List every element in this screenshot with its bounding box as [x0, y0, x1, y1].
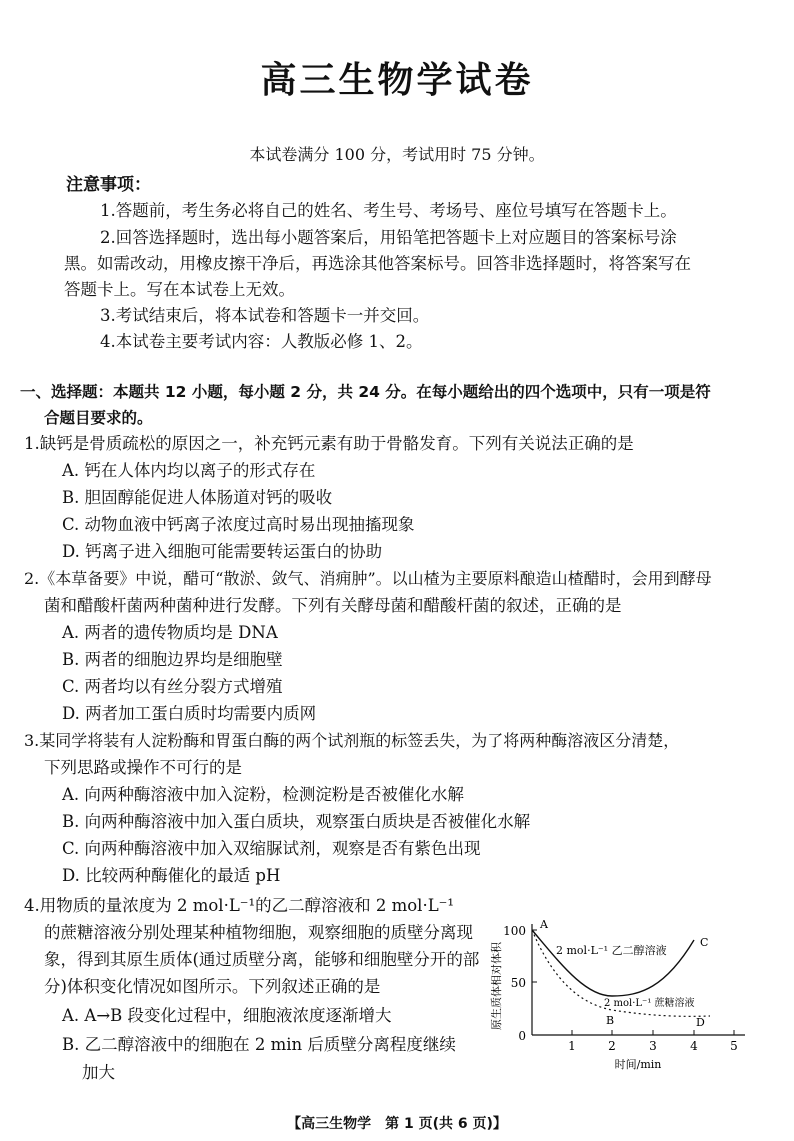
- q1-option-a: A. 钙在人体内均以离子的形式存在: [62, 461, 316, 480]
- q2-option-c: C. 两者均以有丝分裂方式增殖: [62, 677, 283, 696]
- q2-stem-line-1: 2.《本草备要》中说，醋可“散淤、敛气、消痈肿”。以山楂为主要原料酿造山楂醋时，会用到酵母: [24, 569, 712, 588]
- notes-line-3: 黑。如需改动，用橡皮擦干净后，再选涂其他答案标号。回答非选择题时，将答案写在: [64, 254, 691, 273]
- notes-heading: 注意事项：: [66, 175, 151, 195]
- point-c-label: C: [700, 936, 709, 949]
- q1-option-d: D. 钙离子进入细胞可能需要转运蛋白的协助: [62, 542, 383, 561]
- notes-line-4: 答题卡上。写在本试卷上无效。: [64, 280, 295, 299]
- q3-stem-line-2: 下列思路或操作不可行的是: [44, 758, 242, 777]
- ethylene-glycol-curve: [532, 930, 694, 996]
- q4-stem-line-4: 分)体积变化情况如图所示。下列叙述正确的是: [44, 977, 381, 996]
- notes-line-5: 3.考试结束后，将本试卷和答题卡一并交回。: [100, 306, 430, 325]
- q3-stem-line-1: 3.某同学将装有人淀粉酶和胃蛋白酶的两个试剂瓶的标签丢失，为了将两种酶溶液区分清楚，: [24, 731, 680, 750]
- q4-stem-line-1: 4.用物质的量浓度为 2 mol·L⁻¹的乙二醇溶液和 2 mol·L⁻¹: [24, 896, 454, 915]
- q1-option-c: C. 动物血液中钙离子浓度过高时易出现抽搐现象: [62, 515, 415, 534]
- q1-option-b: B. 胆固醇能促进人体肠道对钙的吸收: [62, 488, 333, 507]
- point-d-label: D: [696, 1016, 705, 1029]
- figure-ytick-50: 50: [510, 976, 526, 990]
- figure-xtick-1: 1: [568, 1039, 576, 1053]
- q3-option-d: D. 比较两种酶催化的最适 pH: [62, 866, 281, 885]
- q2-option-a: A. 两者的遗传物质均是 DNA: [62, 623, 278, 642]
- exam-title: 高三生物学试卷: [260, 60, 534, 101]
- point-a-label: A: [540, 918, 548, 931]
- section-heading-line-2: 合题目要求的。: [44, 409, 153, 427]
- sucrose-label: 2 mol·L⁻¹ 蔗糖溶液: [604, 998, 695, 1009]
- figure-xtick-4: 4: [690, 1039, 698, 1053]
- figure-xtick-3: 3: [649, 1039, 657, 1053]
- q4-stem-line-3: 象，得到其原生质体(通过质壁分离，能够和细胞壁分开的部: [44, 950, 480, 969]
- page-footer: 【高三生物学 第 1 页(共 6 页)】: [287, 1116, 507, 1132]
- q3-option-a: A. 向两种酶溶液中加入淀粉，检测淀粉是否被催化水解: [62, 785, 464, 804]
- q3-option-b: B. 向两种酶溶液中加入蛋白质块，观察蛋白质块是否被催化水解: [62, 812, 531, 831]
- q3-option-c: C. 向两种酶溶液中加入双缩脲试剂，观察是否有紫色出现: [62, 839, 481, 858]
- ethylene-glycol-label: 2 mol·L⁻¹ 乙二醇溶液: [556, 944, 667, 957]
- notes-line-6: 4.本试卷主要考试内容：人教版必修 1、2。: [100, 332, 423, 351]
- figure-x-label: 时间/min: [614, 1058, 662, 1071]
- q2-stem-line-2: 菌和醋酸杆菌两种菌种进行发酵。下列有关酵母菌和醋酸杆菌的叙述，正确的是: [44, 596, 622, 615]
- q2-option-d: D. 两者加工蛋白质时均需要内质网: [62, 704, 317, 723]
- q4-stem-line-2: 的蔗糖溶液分别处理某种植物细胞，观察细胞的质壁分离现: [44, 923, 473, 942]
- q2-option-b: B. 两者的细胞边界均是细胞壁: [62, 650, 283, 669]
- point-b-label: B: [606, 1014, 615, 1027]
- figure-xtick-5: 5: [730, 1039, 738, 1053]
- figure-ytick-0: 0: [518, 1029, 526, 1043]
- q1-stem: 1.缺钙是骨质疏松的原因之一，补充钙元素有助于骨骼发育。下列有关说法正确的是: [24, 434, 634, 453]
- q4-option-a: A. A→B 段变化过程中，细胞液浓度逐渐增大: [62, 1006, 392, 1025]
- q4-option-b-line-1: B. 乙二醇溶液中的细胞在 2 min 后质壁分离程度继续: [62, 1035, 456, 1054]
- protoplast-volume-figure: [490, 888, 760, 1078]
- figure-xtick-2: 2: [608, 1039, 616, 1053]
- notes-line-2: 2.回答选择题时，选出每小题答案后，用铅笔把答题卡上对应题目的答案标号涂: [100, 228, 677, 247]
- exam-meta: 本试卷满分 100 分，考试用时 75 分钟。: [249, 145, 545, 164]
- q4-option-b-line-2: 加大: [82, 1063, 115, 1082]
- figure-y-label: 原生质体相对体积: [490, 942, 503, 1030]
- notes-line-1: 1.答题前，考生务必将自己的姓名、考生号、考场号、座位号填写在答题卡上。: [100, 201, 677, 220]
- figure-ytick-100: 100: [503, 924, 526, 938]
- section-heading-line-1: 一、选择题：本题共 12 小题，每小题 2 分，共 24 分。在每小题给出的四个选项中，只有一项是符: [20, 383, 711, 401]
